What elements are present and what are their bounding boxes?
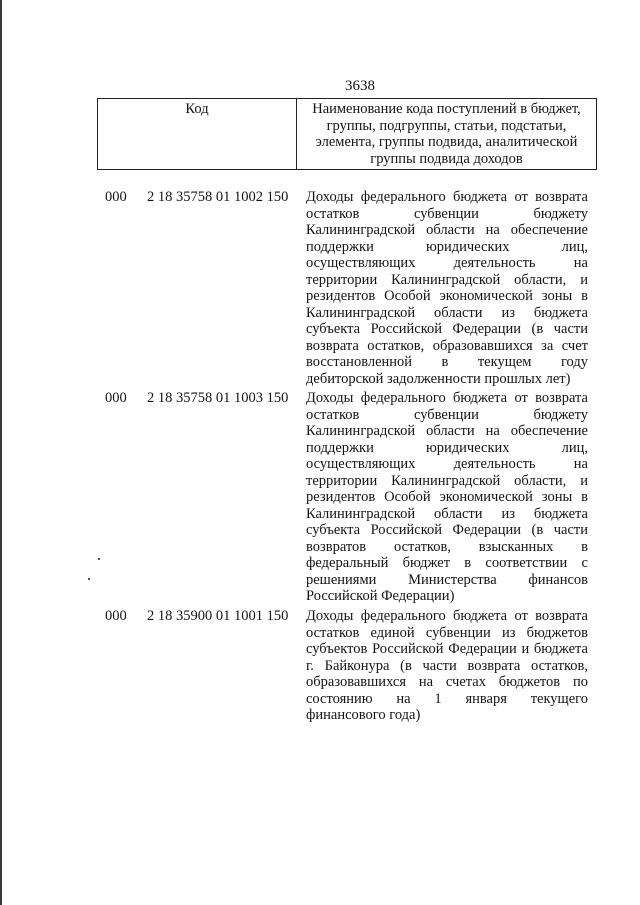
header-name-label: Наименование кода поступлений в бюджет, группы, подгруппы, статьи, подстатьи, элемента, группы подвида, аналитической группы подвида доходов <box>312 101 581 167</box>
revenue-name: Доходы федерального бюджета от возврата остатков субвенции бюджету Калининградской области на обеспечение поддержки юридических лиц, осуществляющих деятельность на территории Калининградской области, и резидентов Особой экономической зоны в Калининградской области из бюджета субъекта Российской Федерации (в части возврата остатков, образовавшихся за счет восстановленной в текущем году дебиторской задолженности прошлых лет) <box>306 189 588 387</box>
header-code-label: Код <box>98 99 297 169</box>
revenue-code: 2 18 35758 01 1003 150 <box>147 390 289 406</box>
scan-dot <box>98 558 100 560</box>
revenue-name: Доходы федерального бюджета от возврата остатков субвенции бюджету Калининградской области на обеспечение поддержки юридических лиц, осуществляющих деятельность на территории Калининградской области, и резидентов Особой экономической зоны в Калининградской области из бюджета субъекта Российской Федерации (в части возвратов остатков, взысканных в федеральный бюджет в соответствии с решениями Министерства финансов Российской Федерации) <box>306 390 588 604</box>
admin-code: 000 <box>105 189 127 205</box>
revenue-name: Доходы федерального бюджета от возврата остатков единой субвенции из бюджетов субъектов Российской Федерации и бюджета г. Байконура (в части возврата остатков, образовавшихся на счетах бюджетов по состоянию на 1 января текущего финансового года) <box>306 608 588 723</box>
table-header <box>97 98 597 170</box>
admin-code: 000 <box>105 608 127 624</box>
scan-left-edge <box>0 0 2 905</box>
page-number: 3638 <box>345 78 375 94</box>
scan-dot <box>88 578 90 580</box>
revenue-code: 2 18 35900 01 1001 150 <box>147 608 289 624</box>
revenue-code: 2 18 35758 01 1002 150 <box>147 189 289 205</box>
admin-code: 000 <box>105 390 127 406</box>
